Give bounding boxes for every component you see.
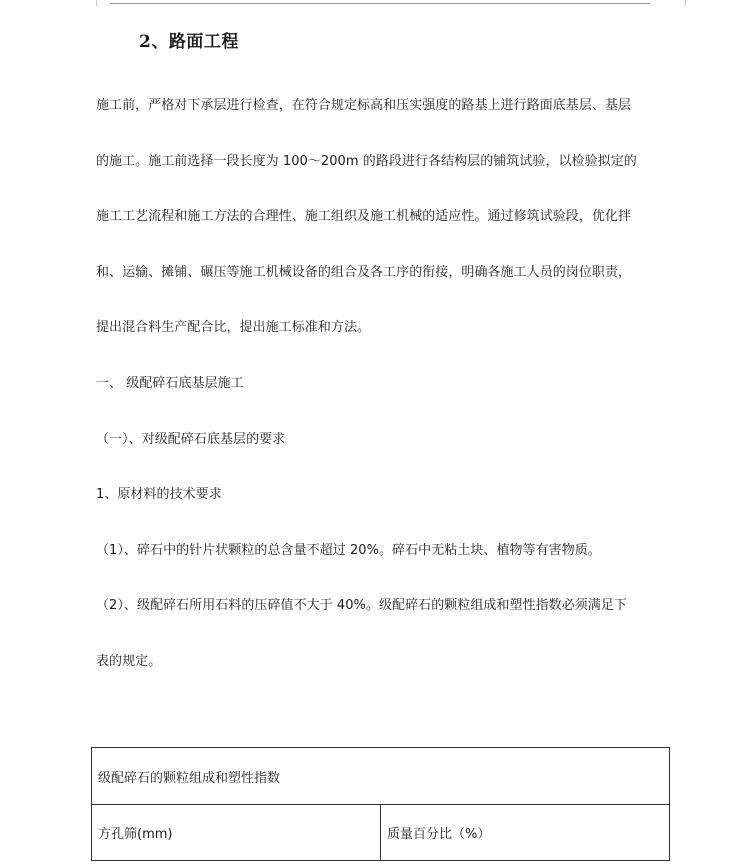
table-header-row	[92, 805, 670, 861]
paragraph-line: 施工前，严格对下承层进行检查，在符合规定标高和压实强度的路基上进行路面底基层、基层	[96, 98, 632, 113]
table-header-sieve: 方孔筛(mm)	[92, 805, 381, 861]
page-corner-mark-right	[685, 0, 686, 6]
paragraph-line: 的施工。施工前选择一段长度为 100～200m 的路段进行各结构层的铺筑试验，以检验拟定的	[96, 154, 637, 169]
paragraph-line: 施工工艺流程和施工方法的合理性、施工组织及施工机械的适应性。通过修筑试验段，优化拌	[96, 209, 632, 224]
page-corner-mark-left	[96, 0, 97, 6]
table-header-percent: 质量百分比（%）	[381, 805, 670, 861]
paragraph-line: 提出混合料生产配合比，提出施工标准和方法。	[96, 320, 371, 335]
subsection-title: （一）、对级配碎石底基层的要求	[96, 432, 286, 447]
section-heading: 2、路面工程	[139, 32, 239, 52]
gradation-table	[91, 747, 670, 861]
requirement-2-line: （2）、级配碎石所用石料的压碎值不大于 40%。级配碎石的颗粒组成和塑性指数必须满足下	[96, 598, 627, 613]
requirement-2-line: 表的规定。	[96, 654, 162, 669]
section-title: 一、 级配碎石底基层施工	[96, 376, 244, 391]
paragraph-line: 和、运输、摊铺、碾压等施工机械设备的组合及各工序的衔接，明确各施工人员的岗位职责，	[96, 265, 632, 280]
item-title: 1、原材料的技术要求	[96, 487, 222, 502]
table-title: 级配碎石的颗粒组成和塑性指数	[92, 748, 670, 805]
requirement-1: （1）、碎石中的针片状颗粒的总含量不超过 20%。碎石中无粘土块、植物等有害物质。	[96, 543, 601, 558]
header-rule	[110, 3, 650, 4]
table-title-row	[92, 748, 670, 805]
